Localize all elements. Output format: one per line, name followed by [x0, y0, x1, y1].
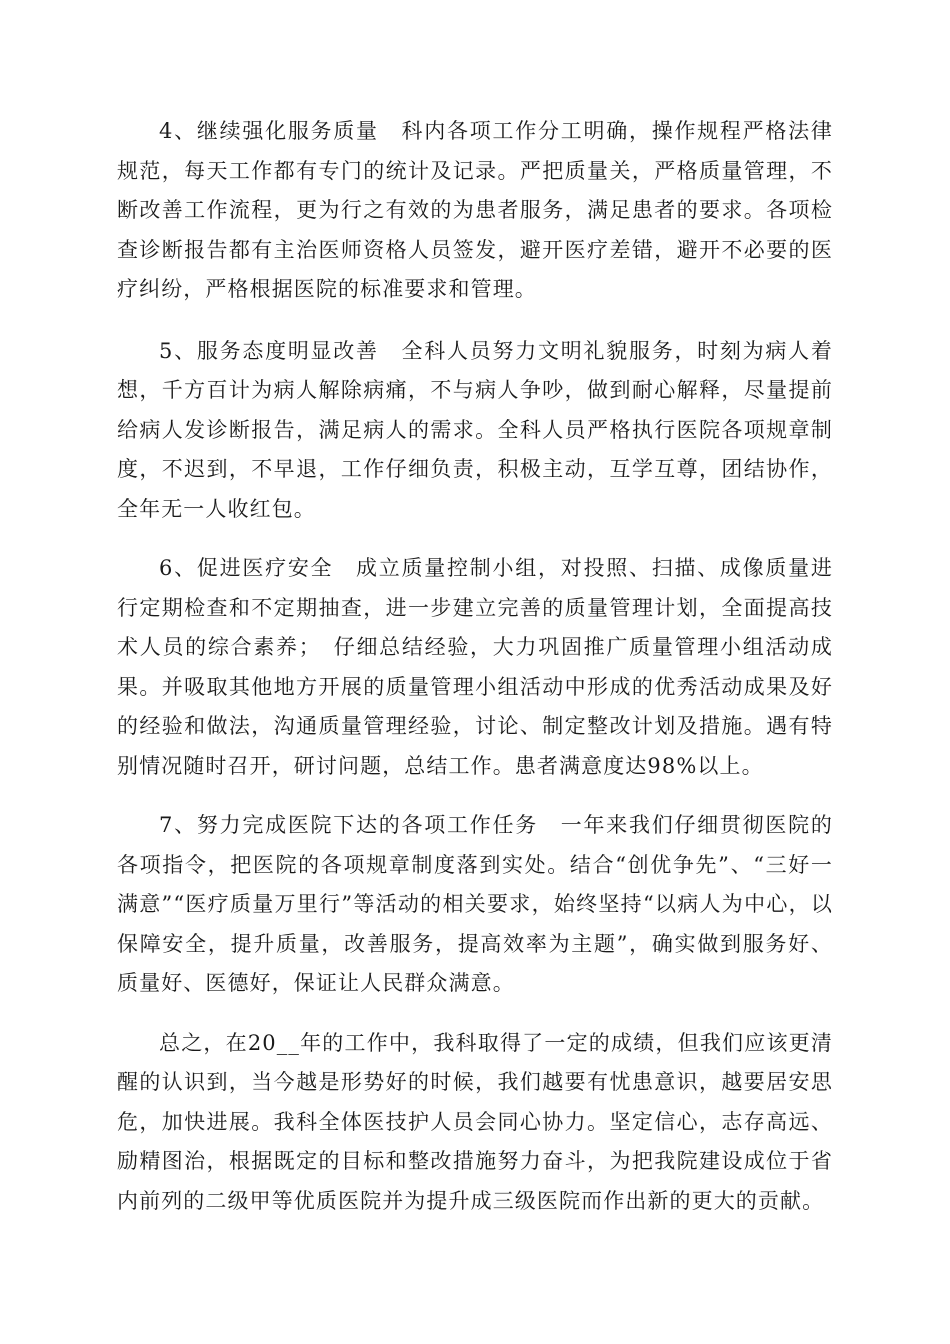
document-body — [117, 112, 833, 1241]
paragraph-hospital-tasks: 7、努力完成医院下达的各项工作任务 一年来我们仔细贯彻医院的各项指令，把医院的各项规章制度落到实处。结合“创优争先”、“三好一满意”“医疗质量万里行”等活动的相关要求，始终坚持“以病人为中心，以保障安全，提升质量，改善服务，提高效率为主题”，确实做到服务好、质量好、医德好，保证让人民群众满意。 — [117, 813, 833, 995]
paragraph-service-attitude: 5、服务态度明显改善 全科人员努力文明礼貌服务，时刻为病人着想，千方百计为病人解除病痛，不与病人争吵，做到耐心解释，尽量提前给病人发诊断报告，满足病人的需求。全科人员严格执行医院各项规章制度，不迟到，不早退，工作仔细负责，积极主动，互学互尊，团结协作，全年无一人收红包。 — [117, 338, 833, 521]
paragraph-medical-safety: 6、促进医疗安全 成立质量控制小组，对投照、扫描、成像质量进行定期检查和不定期抽查，进一步建立完善的质量管理计划，全面提高技术人员的综合素养； 仔细总结经验，大力巩固推广质量管理小组活动成果。并吸取其他地方开展的质量管理小组活动中形成的优秀活动成果及好的经验和做法，沟通质量管理经验，讨论、制定整改计划及措施。遇有特别情况随时召开，研讨问题，总结工作。患者满意度达98%以上。 — [117, 556, 833, 778]
paragraph-service-quality: 4、继续强化服务质量 科内各项工作分工明确，操作规程严格法律规范，每天工作都有专门的统计及记录。严把质量关，严格质量管理，不断改善工作流程，更为行之有效的为患者服务，满足患者的要求。各项检查诊断报告都有主治医师资格人员签发，避开医疗差错，避开不必要的医疗纠纷，严格根据医院的标准要求和管理。 — [117, 119, 833, 301]
paragraph-summary: 总之，在20__年的工作中，我科取得了一定的成绩，但我们应该更清醒的认识到，当今越是形势好的时候，我们越要有忧患意识，越要居安思危，加快进展。我科全体医技护人员会同心协力。坚定信心，志存高远、励精图治，根据既定的目标和整改措施努力奋斗，为把我院建设成位于省内前列的二级甲等优质医院并为提升成三级医院而作出新的更大的贡献。 — [117, 1030, 833, 1213]
